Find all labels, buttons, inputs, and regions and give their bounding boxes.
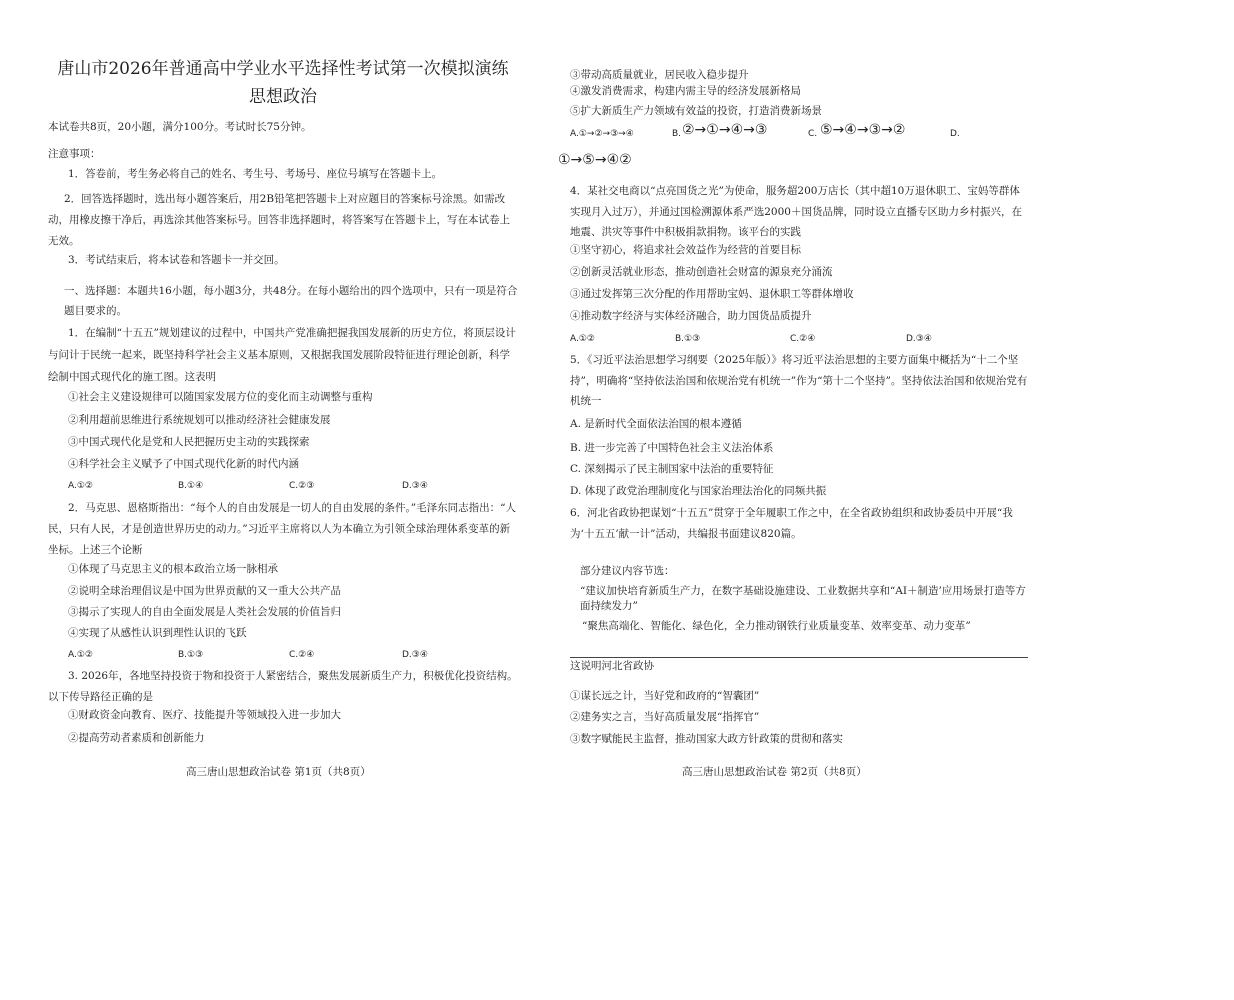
excerpt-item: “建议加快培育新质生产力，在数字基础设施建设、工业数据共享和“AI＋制造’应用场景打造等方面持续发力” [580, 585, 1026, 612]
q4-item: ④推动数字经济与实体经济融合，助力国货品质提升 [570, 310, 812, 322]
option-c[interactable]: C.②④ [790, 334, 816, 344]
excerpt-heading: 部分建议内容节选： [580, 565, 675, 577]
question-5-stem: 5．《习近平法治思想学习纲要（2025年版）》将习近平法治思想的主要方面集中概括为“十二个坚持”，明确将“坚持依法治国和依规治党有机统一”作为“第十二个坚持”。坚持依法治国和依规治党有机统一 [570, 354, 1028, 407]
q1-item: ④科学社会主义赋予了中国式现代化新的时代内涵 [68, 458, 299, 470]
option-a[interactable]: A.①② [570, 334, 595, 344]
q3-item: ⑤扩大新质生产力领域有效益的投资，打造消费新场景 [570, 105, 822, 117]
option-c-seq: ⑤→④→③→② [820, 122, 906, 138]
question-1-stem: 1．在编制“十五五”规划建议的过程中，中国共产党准确把握我国发展新的历史方位，将顶层设计与问计于民统一起来，既坚持科学社会主义基本原则，又根据我国发展阶段特征进行理论创新，科学绘制中国式现代化的施工图。这表明 [48, 327, 516, 383]
page-footer: 高三唐山思想政治试卷 第1页（共8页） [186, 766, 371, 778]
question-3-stem: 3. 2026年，各地坚持投资于物和投资于人紧密结合，聚焦发展新质生产力，积极优化投资结构。以下传导路径正确的是 [48, 670, 518, 703]
option-d[interactable]: D.③④ [906, 334, 932, 344]
option-b-seq: ②→①→④→③ [682, 122, 768, 138]
q4-item: ③通过发挥第三次分配的作用帮助宝妈、退休职工等群体增收 [570, 288, 854, 300]
q3-item: ①财政资金向教育、医疗、技能提升等领域投入进一步加大 [68, 709, 341, 721]
section-heading: 一、选择题：本题共16小题，每小题3分，共48分。在每小题给出的四个选项中，只有一项是符合题目要求的。 [64, 285, 518, 317]
option-a[interactable]: A.①② [68, 481, 93, 491]
q2-item: ④实现了从感性认识到理性认识的飞跃 [68, 627, 247, 639]
notice-item: 1．答卷前，考生务必将自己的姓名、考生号、考场号、座位号填写在答题卡上。 [68, 168, 443, 180]
q5-option-c[interactable]: C. 深刻揭示了民主制国家中法治的重要特征 [570, 463, 774, 475]
option-a[interactable]: A.①② [68, 650, 93, 660]
option-d-seq: ①→⑤→④② [558, 152, 632, 168]
exam-title: 唐山市2026年普通高中学业水平选择性考试第一次模拟演练 [57, 59, 509, 79]
option-a-seq: ①→②→③→④ [578, 129, 634, 139]
option-a[interactable]: A.①→②→③→④ [570, 129, 634, 139]
question-4-stem: 4．某社交电商以“点亮国货之光”为使命，服务超200万店长（其中超10万退休职工、宝妈等群体实现月入过万），并通过国检溯源体系严选2000＋国货品牌，同时设立直播专区助力乡村振兴，在地震、洪灾等事件中积极捐款捐物。该平台的实践 [570, 185, 1022, 238]
q2-item: ②说明全球治理倡议是中国为世界贡献的又一重大公共产品 [68, 585, 341, 597]
option-b[interactable]: B.①③ [178, 650, 204, 660]
q6-item: ②建务实之言，当好高质量发展“指挥官” [570, 711, 760, 723]
q3-item: ③带动高质量就业，居民收入稳步提升 [570, 69, 749, 81]
q5-option-a[interactable]: A. 是新时代全面依法治国的根本遵循 [570, 418, 742, 430]
q4-item: ②创新灵活就业形态，推动创造社会财富的源泉充分涌流 [570, 266, 833, 278]
excerpt-item: “聚焦高端化、智能化、绿色化，全力推动钢铁行业质量变革、效率变革、动力变革” [582, 620, 971, 632]
q3-item: ②提高劳动者素质和创新能力 [68, 732, 205, 744]
notice-heading: 注意事项： [48, 148, 101, 160]
q4-item: ①坚守初心，将追求社会效益作为经营的首要目标 [570, 244, 801, 256]
exam-subject: 思想政治 [249, 87, 317, 107]
option-b-label[interactable]: B. [672, 129, 682, 139]
q1-item: ②利用超前思维进行系统规划可以推动经济社会健康发展 [68, 414, 331, 426]
option-d[interactable]: D.③④ [402, 650, 428, 660]
question-2-stem: 2．马克思、恩格斯指出：“每个人的自由发展是一切人的自由发展的条件。”毛泽东同志指出：“人民，只有人民，才是创造世界历史的动力。”习近平主席将以人为本确立为引领全球治理体系变革的新坐标。上述三个论断 [48, 502, 517, 556]
q2-item: ①体现了马克思主义的根本政治立场一脉相承 [68, 563, 278, 575]
q6-conclusion: 这说明河北省政协 [570, 660, 654, 672]
question-6-stem: 6．河北省政协把谋划“十五五”贯穿于全年履职工作之中，在全省政协组织和政协委员中开展“我为‘十五五’献一计”活动，共编报书面建议820篇。 [570, 507, 1013, 540]
option-c-label[interactable]: C. [808, 129, 818, 139]
page-footer: 高三唐山思想政治试卷 第2页（共8页） [682, 766, 867, 778]
q1-item: ③中国式现代化是党和人民把握历史主动的实践探索 [68, 436, 310, 448]
q6-item: ①谋长远之计，当好党和政府的“智囊团” [570, 690, 760, 702]
q5-option-b[interactable]: B. 进一步完善了中国特色社会主义法治体系 [570, 442, 774, 454]
q5-option-d[interactable]: D. 体现了政党治理制度化与国家治理法治化的同频共振 [570, 485, 827, 497]
exam-intro: 本试卷共8页，20小题，满分100分。考试时长75分钟。 [48, 121, 312, 133]
option-b[interactable]: B.①④ [178, 481, 204, 491]
q2-item: ③揭示了实现人的自由全面发展是人类社会发展的价值旨归 [68, 606, 341, 618]
notice-item: 2．回答选择题时，选出每小题答案后，用2B铅笔把答题卡上对应题目的答案标号涂黑。如需改动，用橡皮擦干净后，再选涂其他答案标号。回答非选择题时，将答案写在答题卡上，写在本试卷上无效。 [48, 193, 510, 247]
q1-item: ①社会主义建设规律可以随国家发展方位的变化而主动调整与重构 [68, 391, 373, 403]
q3-item: ④激发消费需求，构建内需主导的经济发展新格局 [570, 85, 801, 97]
q6-item: ③数字赋能民主监督，推动国家大政方针政策的贯彻和落实 [570, 733, 843, 745]
option-d[interactable]: D.③④ [402, 481, 428, 491]
option-c[interactable]: C.②④ [289, 650, 315, 660]
option-b[interactable]: B.①③ [675, 334, 701, 344]
option-d-label[interactable]: D. [950, 129, 960, 139]
option-c[interactable]: C.②③ [289, 481, 315, 491]
notice-item: 3．考试结束后，将本试卷和答题卡一并交回。 [68, 254, 285, 266]
